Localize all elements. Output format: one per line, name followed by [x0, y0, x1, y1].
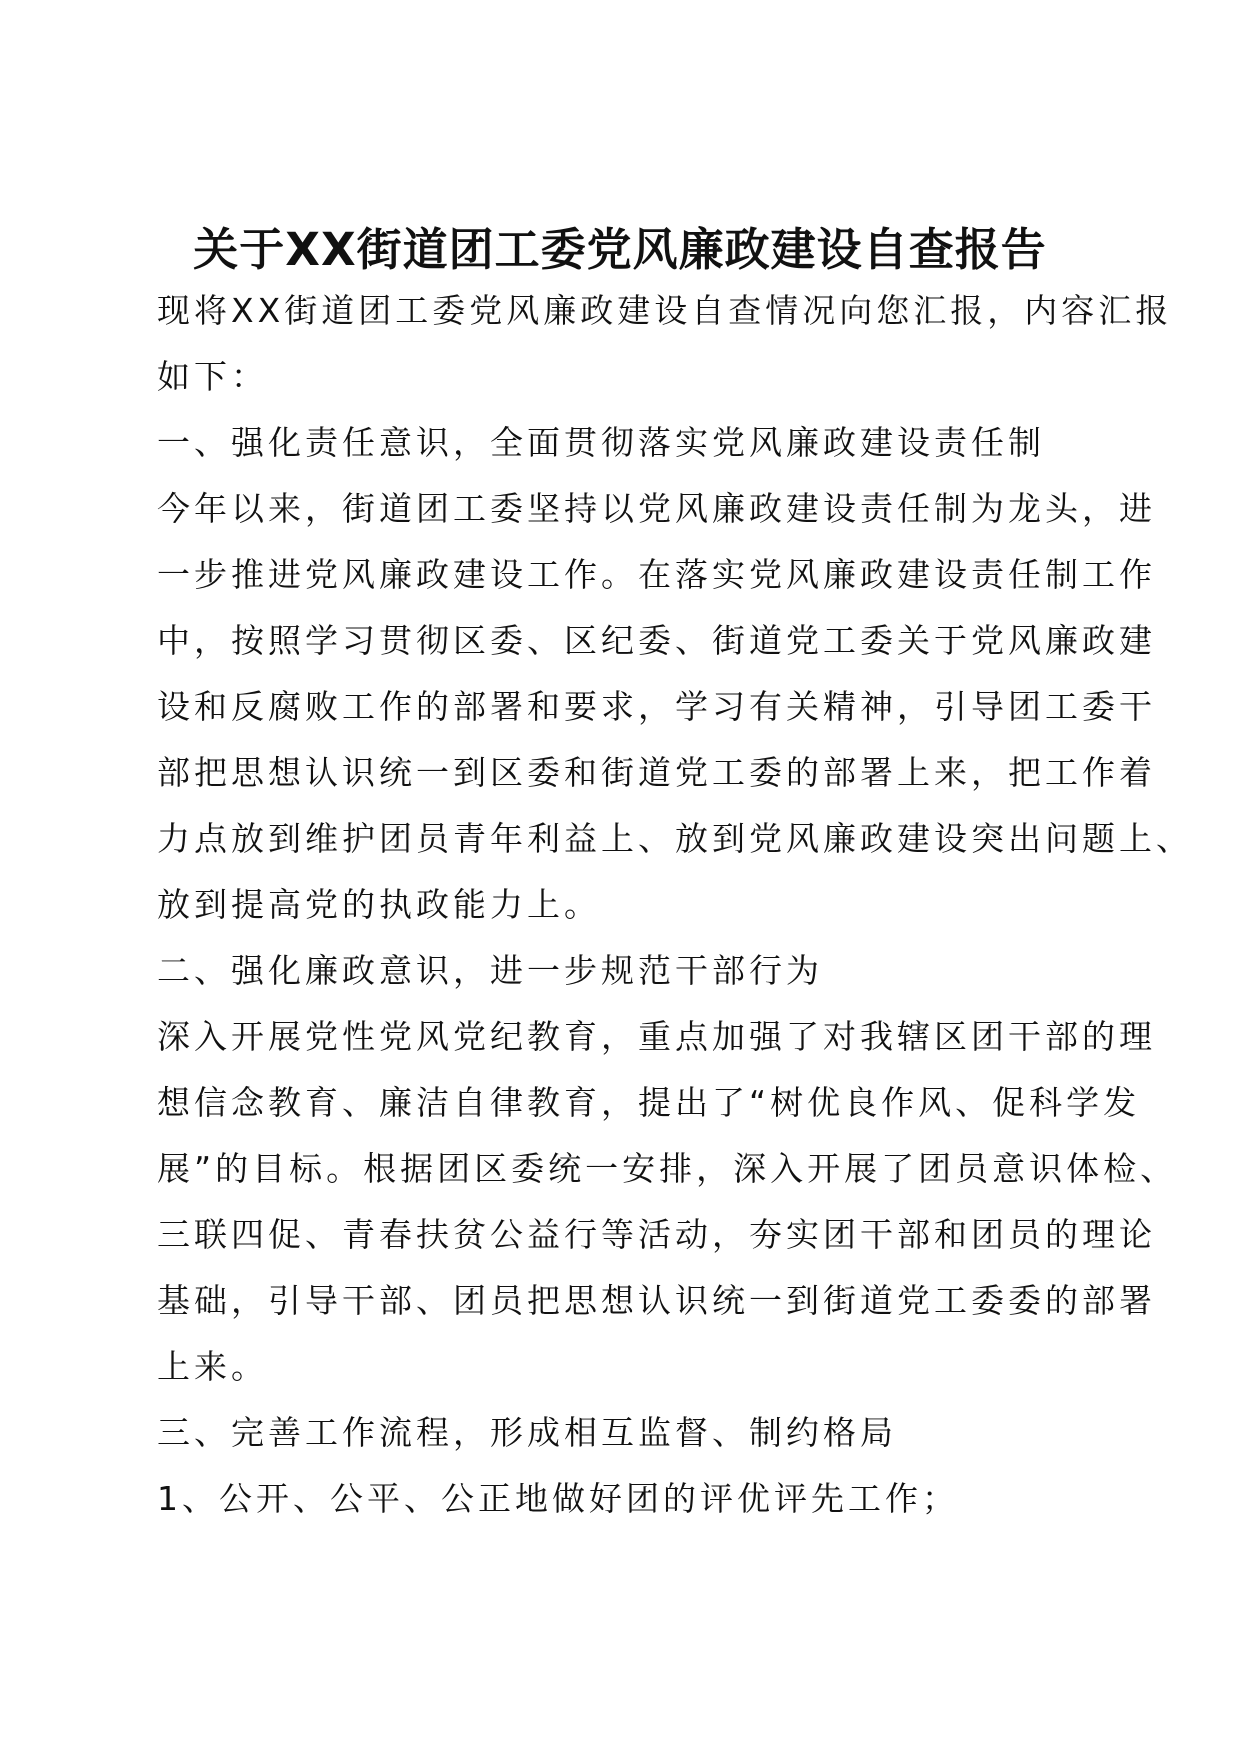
paragraph-line: 中，按照学习贯彻区委、区纪委、街道党工委关于党风廉政建: [157, 621, 1156, 660]
list-item: 1、公开、公平、公正地做好团的评优评先工作；: [157, 1479, 959, 1518]
section-heading: 二、强化廉政意识，进一步规范干部行为: [157, 951, 823, 990]
paragraph-line: 一步推进党风廉政建设工作。在落实党风廉政建设责任制工作: [157, 555, 1156, 594]
section-heading: 三、完善工作流程，形成相互监督、制约格局: [157, 1413, 897, 1452]
paragraph-line: 力点放到维护团员青年利益上、放到党风廉政建设突出问题上、: [157, 819, 1193, 858]
document-title: 关于XX街道团工委党风廉政建设自查报告: [193, 223, 1047, 276]
document-body: [157, 278, 1193, 1532]
paragraph-line: 想信念教育、廉洁自律教育，提出了“树优良作风、促科学发: [157, 1083, 1141, 1122]
paragraph-line: 三联四促、青春扶贫公益行等活动，夯实团干部和团员的理论: [157, 1215, 1156, 1254]
paragraph-line: 如下：: [157, 357, 268, 396]
section-heading: 一、强化责任意识，全面贯彻落实党风廉政建设责任制: [157, 423, 1045, 462]
paragraph-line: 设和反腐败工作的部署和要求，学习有关精神，引导团工委干: [157, 687, 1156, 726]
paragraph-line: 今年以来，街道团工委坚持以党风廉政建设责任制为龙头，进: [157, 489, 1156, 528]
paragraph-line: 基础，引导干部、团员把思想认识统一到街道党工委委的部署: [157, 1281, 1156, 1320]
paragraph-line: 展”的目标。根据团区委统一安排，深入开展了团员意识体检、: [157, 1149, 1178, 1188]
paragraph-line: 现将XX街道团工委党风廉政建设自查情况向您汇报，内容汇报: [157, 291, 1173, 330]
paragraph-line: 深入开展党性党风党纪教育，重点加强了对我辖区团干部的理: [157, 1017, 1156, 1056]
paragraph-line: 上来。: [157, 1347, 268, 1386]
paragraph-line: 放到提高党的执政能力上。: [157, 885, 601, 924]
paragraph-line: 部把思想认识统一到区委和街道党工委的部署上来，把工作着: [157, 753, 1156, 792]
